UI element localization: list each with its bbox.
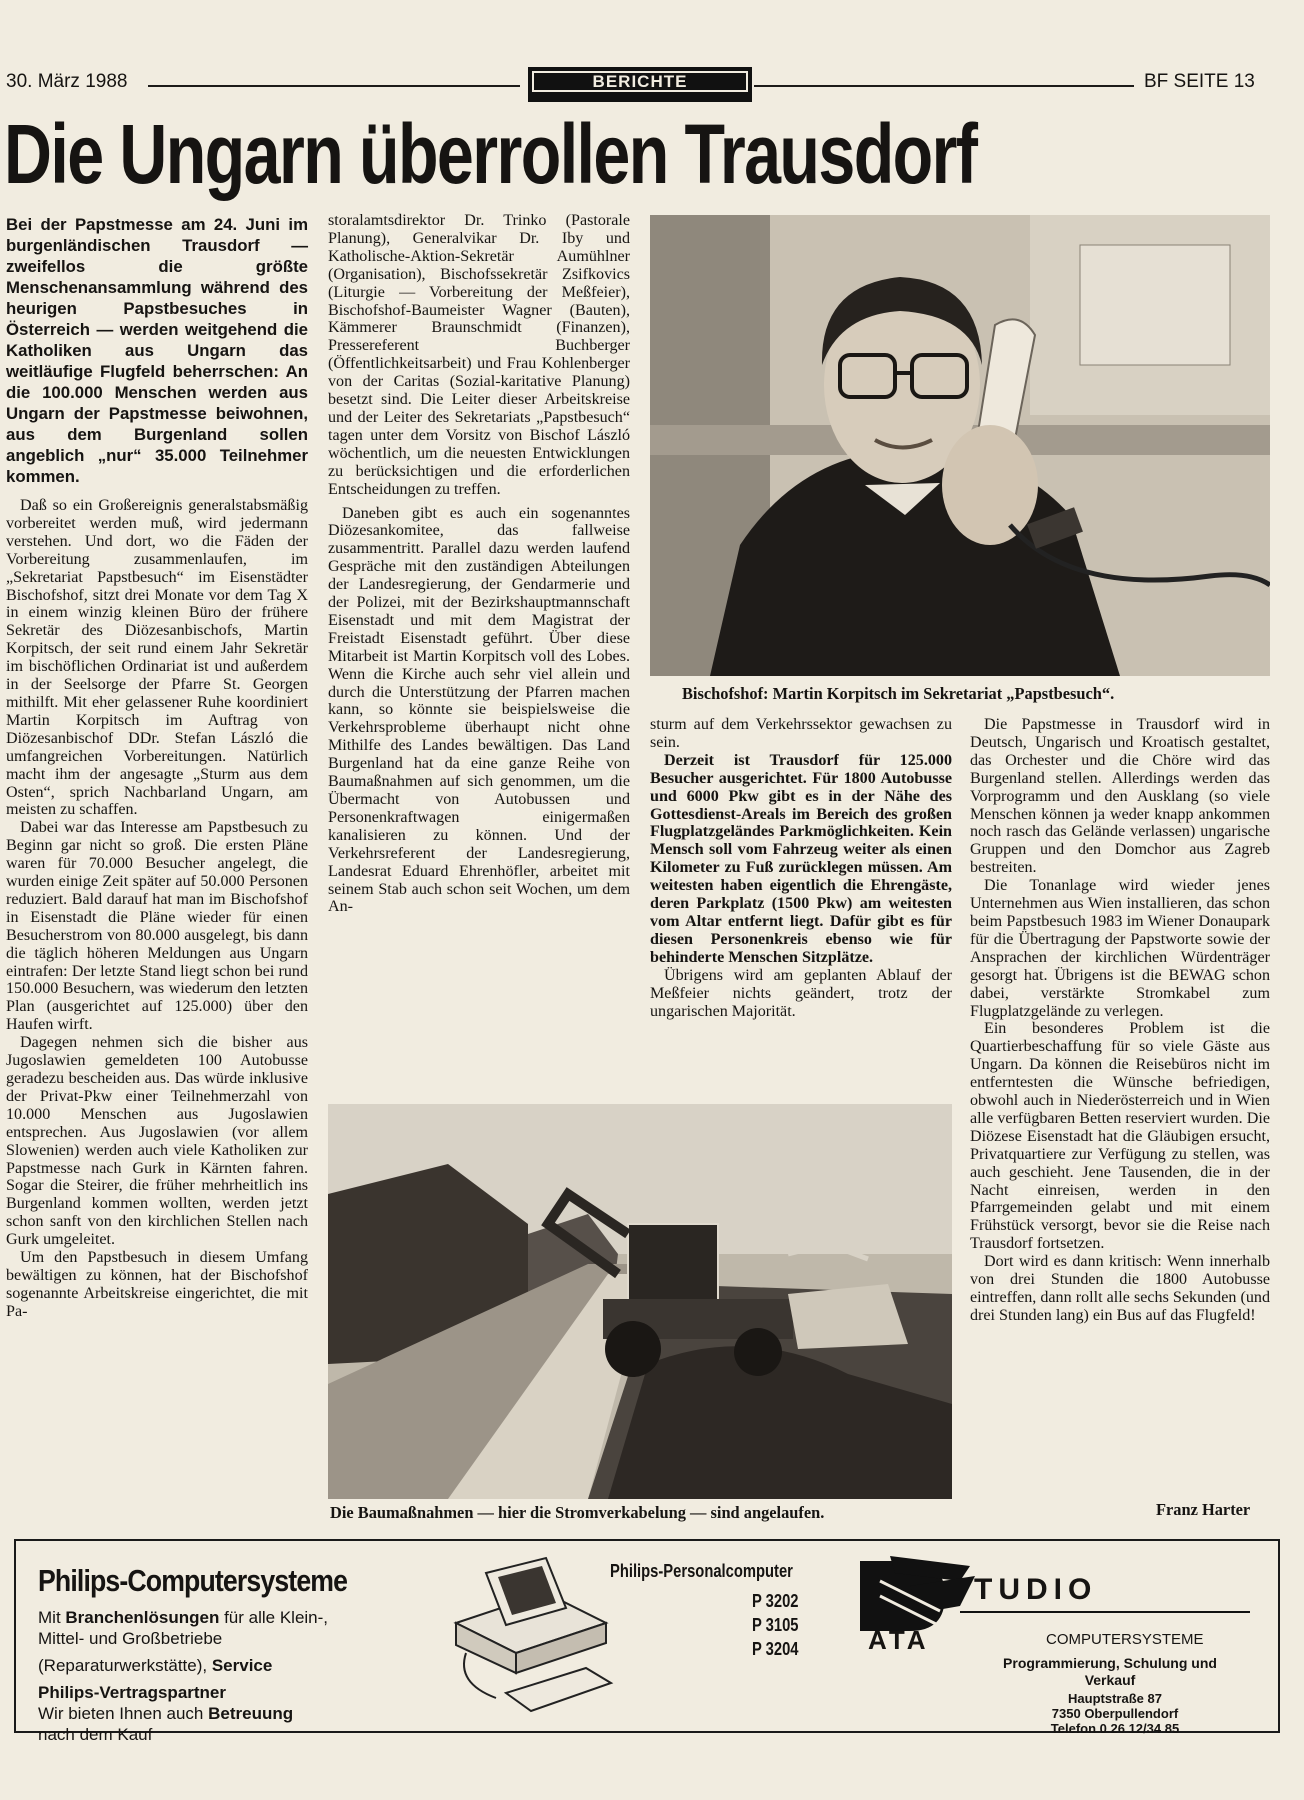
- portrait-photo: [650, 215, 1270, 676]
- paragraph: storalamtsdirektor Dr. Trinko (Pastorale Planung), Generalvikar Dr. Iby und Katholische-Aktion-Sekretär Aumühlner (Organisation), Bischofssekretär Zsifkovics (Liturgie — Vorbereitung der Meßfeier), Bischofshof-Baumeister Wagner (Bauten), Kämmerer Braunschmidt (Finanzen), Pressereferent Buchberger (Öffentlichkeitsarbeit) und Frau Kohlenberger von der Caritas (Sozial-karitative Planung) besetzt sind. Die Leiter dieser Arbeitskreise und der Leiter des Sekretariats „Papstbesuch“ tagen unter dem Vorsitz von Bischof László wöchentlich, um die neuesten Entwicklungen zu berücksichtigen und die erforderlichen Entscheidungen zu treffen.: [328, 212, 630, 498]
- pc-model: P 3105: [752, 1615, 799, 1635]
- studio-word: TUDIO: [974, 1573, 1098, 1606]
- paragraph: Daneben gibt es auch ein sogenanntes Diözesankomitee, das fallweise zusammentritt. Parallel dazu werden laufend Gespräche mit den zuständigen Abteilungen der Landesregierung, der Gendarmerie und der Polizei, mit der Bezirkshauptmannschaft Eisenstadt und mit dem Magistrat der Freistadt Eisenstadt geführt. Über diese Mitarbeit ist Martin Korpitsch voll des Lobes. Wenn die Kirche auch sehr viel allein und durch die Unterstützung der Pfarren machen kann, so könnte sie beispielsweise die Verkehrsprobleme überhaupt nicht ohne Mithilfe des Landes bewältigen. Das Land Burgenland hat da eine ganze Reihe von Baumaßnahmen auf sich genommen, um die Übermacht von Autobussen und Personenkraftwagen einigermaßen kanalisieren zu können. Und der Verkehrsreferent der Landesregierung, Landesrat Eduard Ehrenhöfler, arbeitet mit seinem Stab auch schon seit Wochen, um dem An-: [328, 504, 630, 916]
- paragraph: sturm auf dem Verkehrssektor gewachsen zu sein.: [650, 716, 952, 751]
- studio-address: [1000, 1691, 1230, 1736]
- ad-line: nach dem Kauf: [38, 1725, 153, 1744]
- studio-services: Programmierung, Schulung und Verkauf: [1003, 1655, 1217, 1688]
- page-number: BF SEITE 13: [1144, 71, 1255, 92]
- paragraph: Übrigens wird am geplanten Ablauf der Meßfeier nichts geändert, trotz der ungarischen Majorität.: [650, 966, 952, 1020]
- pc-title: Philips-Personalcomputer: [610, 1561, 793, 1581]
- article-column-1: [6, 214, 308, 1321]
- address-line: Hauptstraße 87: [1068, 1691, 1162, 1706]
- article-column-2: [328, 212, 630, 916]
- rubric-label: BERICHTE: [534, 73, 746, 90]
- pc-models: [752, 1589, 799, 1661]
- ad-copy: [38, 1607, 398, 1745]
- paragraph: Ein besonderes Problem ist die Quartierbeschaffung für so viele Gäste aus Ungarn. Da können die Reisebüros nicht im entferntesten die Wünsche befriedigen, obwohl auch in Niederösterreich und in Wien alle verfügbaren Betten reserviert wurden. Die Diözese Eisenstadt hat die Gläubigen ersucht, Privatquartiere zur Verfügung zu stellen, was auch geschieht. Jene Tausenden, die in der Nacht einreisen, werden in den Pfarrgemeinden gelabt und mit einem Frühstück versorgt, bevor sie die Reise nach Trausdorf fortsetzen.: [970, 1020, 1270, 1253]
- construction-photo: [328, 1104, 952, 1499]
- section-rubric: [528, 67, 752, 102]
- author-byline: Franz Harter: [1156, 1500, 1251, 1519]
- address-line: 7350 Oberpullendorf: [1051, 1706, 1179, 1721]
- header-rule-left: [148, 85, 520, 87]
- pc-model: P 3202: [752, 1591, 799, 1611]
- header-rule-right: [754, 85, 1134, 87]
- article-column-4: [970, 716, 1270, 1325]
- pc-model: P 3204: [752, 1639, 799, 1659]
- paragraph-bold: Derzeit ist Trausdorf für 125.000 Besucher ausgerichtet. Für 1800 Autobusse und 6000 Pkw gibt es in der Nähe des Gottesdienst-Areals im Bereich des großen Flugplatzgeländes Parkmöglichkeiten. Kein Mensch soll vom Fahrzeug weiter als einen Kilometer zu Fuß zurücklegen müssen. Am weitesten haben eigentlich die Ehrengäste, deren Parkplatz (1500 Pkw) am weitesten vom Altar entfernt liegt. Dafür gibt es für diesen Personenkreis ebenso wie für behinderte Menschen Sitzplätze.: [650, 751, 952, 966]
- ad-line: Mittel- und Großbetriebe: [38, 1629, 223, 1648]
- photo2-caption: Die Baumaßnahmen — hier die Stromverkabelung — sind angelaufen.: [330, 1503, 825, 1522]
- paragraph: Daß so ein Großereignis generalstabsmäßig vorbereitet werden muß, wird jedermann verstehen. Und dort, wo die Fäden der Vorbereitung zusammenlaufen, im „Sekretariat Papstbesuch“ im Eisenstädter Bischofshof, sitzt drei Monate vor dem Tag X in einem winzig kleinen Büro der frühere Sekretär des Diözesanbischofs, Martin Korpitsch, der seit rund einem Jahr Sekretär im bischöflichen Ordinariat ist und außerdem in der Seelsorge der Pfarre St. Georgen mithilft. Mit eher gelassener Ruhe koordiniert Martin Korpitsch im Auftrag von Diözesanbischof DDr. Stefan László die umfangreichen Vorbereitungen. Natürlich macht ihm der angesagte „Sturm aus dem Osten“, sprich Nachbarland Ungarn, am meisten zu schaffen.: [6, 497, 308, 819]
- paragraph: Dort wird es dann kritisch: Wenn innerhalb von drei Stunden die 1800 Autobusse eintreffen, dann rollt alle sechs Sekunden (und drei Stunden lang) ein Bus auf das Flugfeld!: [970, 1253, 1270, 1324]
- paragraph: Um den Papstbesuch in diesem Umfang bewältigen zu können, hat der Bischofshof sogenannte Arbeitskreise eingerichtet, die mit Pa-: [6, 1249, 308, 1320]
- issue-date: 30. März 1988: [6, 71, 128, 92]
- photo1-caption: Bischofshof: Martin Korpitsch im Sekretariat „Papstbesuch“.: [682, 684, 1115, 703]
- construction-illustration: [328, 1104, 952, 1499]
- ad-line: (Reparaturwerkstätte), Service: [38, 1656, 273, 1675]
- paragraph: Dagegen nehmen sich die bisher aus Jugoslawien gemeldeten 100 Autobusse geradezu bescheiden aus. Das würde inklusive der Privat-Pkw einer Teilnehmerzahl von 10.000 Menschen aus Jugoslawien entsprechen. Aus Jugoslawien (vor allem Slowenien) werden auch viele Katholiken zur Papstmesse nach Gurk in Kärnten fahren. Sogar die Steirer, die früher mehrheitlich ins Burgenland kommen wollten, werden jetzt schon sanft von den kirchlichen Stellen nach Gurk umgeleitet.: [6, 1034, 308, 1249]
- paragraph: Die Papstmesse in Trausdorf wird in Deutsch, Ungarisch und Kroatisch gestaltet, das Orchester und die Chöre wird das Burgenland stellen. Allerdings werden das Vorprogramm und den Ausklang (so viele Menschen können ja weder knapp ankommen noch rasch das Gelände verlassen) ungarische Gruppen und den Domchor aus Zagreb bestreiten.: [970, 716, 1270, 877]
- headline: Die Ungarn überrollen Trausdorf: [4, 107, 977, 201]
- paragraph: Die Tonanlage wird wieder jenes Unternehmen aus Wien installieren, das schon beim Papstbesuch 1983 im Wiener Donaupark für die Übertragung der Papstworte sowie der Ansprachen der kirchlichen Würdenträger gesorgt hat. Übrigens ist die BEWAG schon dabei, verstärkte Stromkabel zum Flugplatzgelände zu verlegen.: [970, 877, 1270, 1020]
- advertisement-box: [14, 1539, 1280, 1744]
- logo-rule: [960, 1611, 1250, 1613]
- article-lead: Bei der Papstmesse am 24. Juni im burgenländischen Trausdorf — zweifellos die größte Menschenansammlung während des heurigen Papstbesuches in Österreich — werden weitgehend die Katholiken aus Ungarn das weitläufige Flugfeld beherrschen: An die 100.000 Menschen werden aus Ungarn der Papstmesse beiwohnen, aus dem Burgenland sollen angeblich „nur“ 35.000 Teilnehmer kommen.: [6, 215, 308, 486]
- ad-line: Mit Branchenlösungen für alle Klein-,: [38, 1608, 329, 1627]
- address-line: Telefon 0 26 12/34 85: [1050, 1721, 1180, 1736]
- article-column-3: [650, 716, 952, 1020]
- studio-data-logo: [850, 1551, 1270, 1736]
- ad-line: Philips-Vertragspartner: [38, 1683, 227, 1702]
- computer-icon: [436, 1553, 616, 1723]
- ad-line: Wir bieten Ihnen auch Betreuung: [38, 1704, 294, 1723]
- paragraph: Dabei war das Interesse am Papstbesuch zu Beginn gar nicht so groß. Die ersten Pläne waren für 70.000 Besucher angelegt, die wurden einige Zeit später auf 50.000 Personen reduziert. Bald darauf hat man im Bischofshof in Eisenstadt die Pläne wieder für einen Besucherstrom von 80.000 ausgelegt, bis dann die täglich höheren Meldungen aus Ungarn eintrafen: Der letzte Stand liegt schon bei rund 150.000 Besuchern, was wiederum den letzten Plan (ausgerichtet auf 125.000) über den Haufen wirft.: [6, 819, 308, 1034]
- ad-title: Philips-Computersysteme: [38, 1563, 348, 1598]
- data-word: ATA: [868, 1625, 930, 1655]
- studio-sub: COMPUTERSYSTEME: [1046, 1631, 1204, 1648]
- portrait-illustration: [650, 215, 1270, 676]
